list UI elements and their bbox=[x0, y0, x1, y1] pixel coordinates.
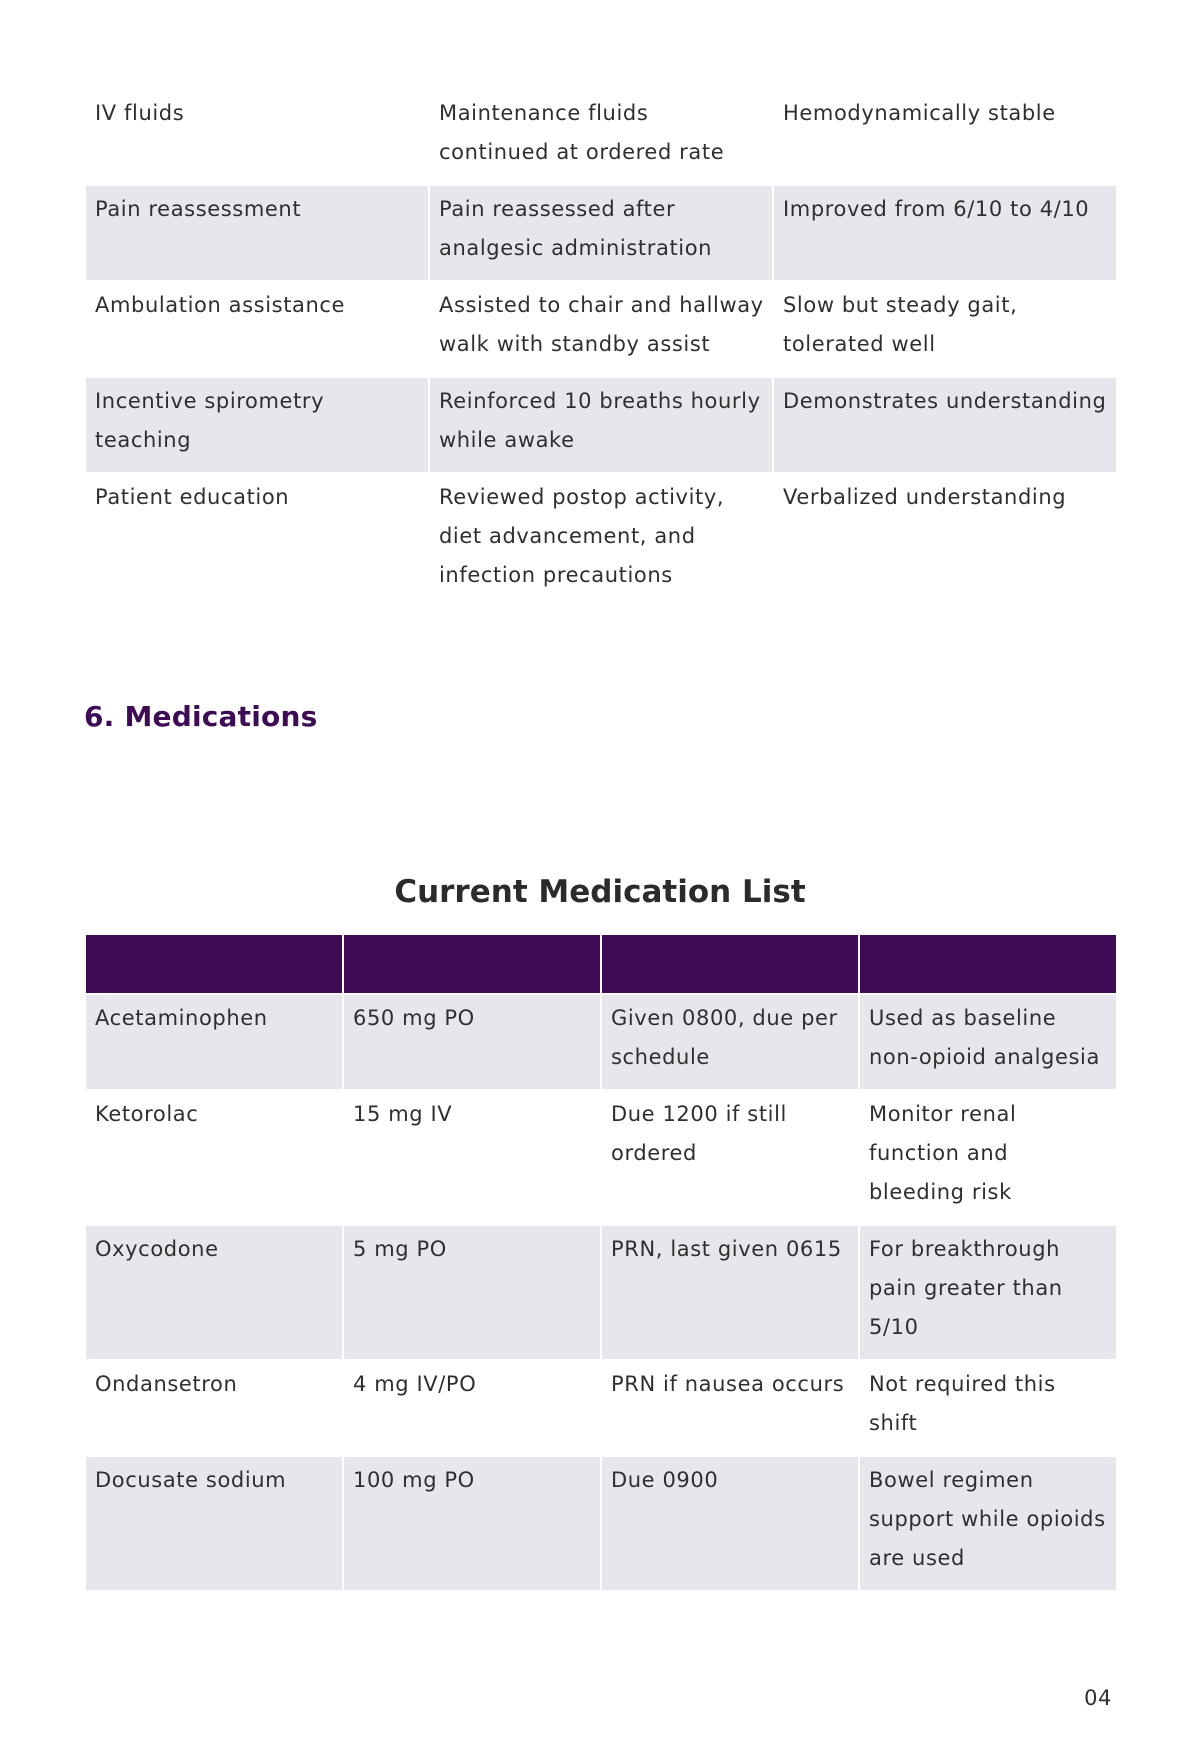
response-cell: Verbalized understanding bbox=[774, 474, 1116, 607]
table-header-row bbox=[86, 935, 1116, 993]
table-row bbox=[86, 378, 1116, 472]
notes-cell: Monitor renal function and bleeding risk bbox=[860, 1091, 1116, 1224]
notes-cell: Used as baseline non-opioid analgesia bbox=[860, 995, 1116, 1089]
intervention-cell: Incentive spirometry teaching bbox=[86, 378, 428, 472]
table-row bbox=[86, 90, 1116, 184]
action-cell: Maintenance fluids continued at ordered rate bbox=[430, 90, 772, 184]
intervention-cell: Patient education bbox=[86, 474, 428, 607]
medication-name-cell: Acetaminophen bbox=[86, 995, 342, 1089]
dose-cell: 650 mg PO bbox=[344, 995, 600, 1089]
intervention-cell: Pain reassessment bbox=[86, 186, 428, 280]
notes-cell: For breakthrough pain greater than 5/10 bbox=[860, 1226, 1116, 1359]
notes-cell: Bowel regimen support while opioids are used bbox=[860, 1457, 1116, 1590]
notes-cell: Not required this shift bbox=[860, 1361, 1116, 1455]
document-page bbox=[84, 0, 1116, 1754]
medication-name-cell: Docusate sodium bbox=[86, 1457, 342, 1590]
table-row bbox=[86, 995, 1116, 1089]
medication-name-cell: Oxycodone bbox=[86, 1226, 342, 1359]
timing-cell: Given 0800, due per schedule bbox=[602, 995, 858, 1089]
dose-cell: 100 mg PO bbox=[344, 1457, 600, 1590]
timing-cell: Due 1200 if still ordered bbox=[602, 1091, 858, 1224]
table-row bbox=[86, 1361, 1116, 1455]
action-cell: Reinforced 10 breaths hourly while awake bbox=[430, 378, 772, 472]
timing-cell: Due 0900 bbox=[602, 1457, 858, 1590]
page-number: 04 bbox=[1084, 1686, 1112, 1710]
intervention-cell: Ambulation assistance bbox=[86, 282, 428, 376]
response-cell: Slow but steady gait, tolerated well bbox=[774, 282, 1116, 376]
response-cell: Hemodynamically stable bbox=[774, 90, 1116, 184]
column-header bbox=[344, 935, 600, 993]
dose-cell: 15 mg IV bbox=[344, 1091, 600, 1224]
table-row bbox=[86, 282, 1116, 376]
action-cell: Reviewed postop activity, diet advancement, and infection precautions bbox=[430, 474, 772, 607]
intervention-cell: IV fluids bbox=[86, 90, 428, 184]
medication-name-cell: Ketorolac bbox=[86, 1091, 342, 1224]
medication-table-caption: Current Medication List bbox=[394, 874, 806, 910]
column-header bbox=[86, 935, 342, 993]
timing-cell: PRN, last given 0615 bbox=[602, 1226, 858, 1359]
medication-name-cell: Ondansetron bbox=[86, 1361, 342, 1455]
table-row bbox=[86, 186, 1116, 280]
timing-cell: PRN if nausea occurs bbox=[602, 1361, 858, 1455]
dose-cell: 4 mg IV/PO bbox=[344, 1361, 600, 1455]
table-row bbox=[86, 474, 1116, 607]
dose-cell: 5 mg PO bbox=[344, 1226, 600, 1359]
section-heading-medications: 6. Medications bbox=[84, 700, 318, 733]
column-header bbox=[602, 935, 858, 993]
table-row bbox=[86, 1226, 1116, 1359]
medication-table bbox=[84, 933, 1118, 1592]
response-cell: Demonstrates understanding bbox=[774, 378, 1116, 472]
table-row bbox=[86, 1091, 1116, 1224]
action-cell: Assisted to chair and hallway walk with standby assist bbox=[430, 282, 772, 376]
column-header bbox=[860, 935, 1116, 993]
table-row bbox=[86, 1457, 1116, 1590]
interventions-table bbox=[84, 88, 1118, 609]
action-cell: Pain reassessed after analgesic administration bbox=[430, 186, 772, 280]
response-cell: Improved from 6/10 to 4/10 bbox=[774, 186, 1116, 280]
